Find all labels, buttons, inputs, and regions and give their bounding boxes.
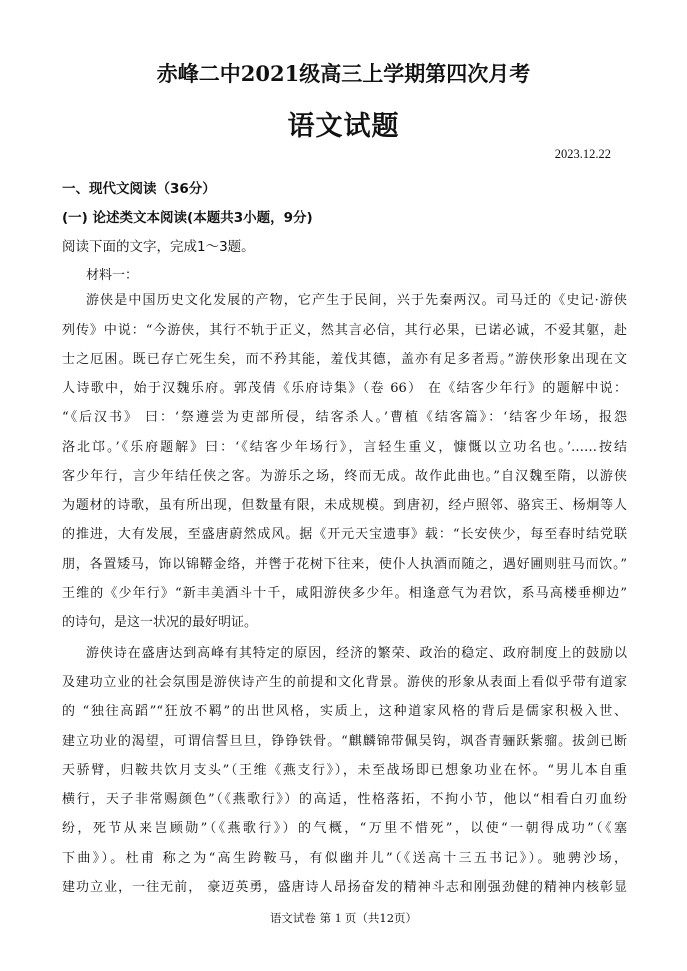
body-line: 建功立业，一往无前， 豪迈英勇，盛唐诗人昂扬奋发的精神斗志和刚强劲健的精神内核彰显 bbox=[62, 880, 627, 895]
instruction-text: 阅读下面的文字，完成1～3题。 bbox=[62, 239, 255, 255]
body-line: 游侠是中国历史文化发展的产物，它产生于民间，兴于先秦两汉。司马迁的《史记·游侠 bbox=[86, 293, 627, 308]
sub-section-heading: (一) 论述类文本阅读(本题共3小题，9分) bbox=[62, 210, 313, 226]
body-line: 及建功立业的社会氛围是游侠诗产生的前提和文化背景。游侠的形象从表面上看似乎带有道家 bbox=[62, 675, 627, 690]
material-label: 材料一： bbox=[86, 268, 139, 283]
body-line: 天骄臂，归鞍共饮月支头”（王维《燕支行》），未至战场即已想象功业在怀。“男儿本自重 bbox=[62, 763, 627, 778]
subject-title: 语文试题 bbox=[287, 111, 400, 142]
body-line: 建立功业的渴望，可谓信誓旦旦，铮铮铁骨。“麒麟锦带佩吴钩，飒沓青骊跃紫骝。拔剑已断 bbox=[62, 734, 627, 749]
footer-page-number: 1 bbox=[334, 910, 342, 925]
body-line: 士之厄困。既已存亡死生矣，而不矜其能，羞伐其德，盖亦有足多者焉。”游侠形象出现在文 bbox=[62, 352, 627, 367]
body-line: 朋，各置矮马，饰以锦鞯金络，并辔于花树下往来，使仆人执酒而随之，遇好圃则驻马而饮。” bbox=[62, 557, 627, 572]
body-line: 横行，天子非常赐颜色”（《燕歌行》）的高适，性格落拓，不拘小节，他以“相看白刃血纷 bbox=[62, 792, 627, 807]
body-line: 的诗句，是这一状况的最好明证。 bbox=[62, 615, 258, 630]
body-line: “《后汉书》 曰：‘祭遵尝为吏部所侵，结客杀人。’曹植《结客篇》：‘结客少年场，报怨 bbox=[62, 410, 627, 425]
footer-prefix: 语文试卷 第 bbox=[269, 911, 332, 925]
body-line: 客少年行，言少年结任侠之客。为游乐之场，终而无成。故作此曲也。”自汉魏至隋，以游侠 bbox=[62, 469, 627, 484]
section-heading: 一、现代文阅读（36分） bbox=[62, 181, 216, 197]
body-line: 的 “独往高蹈”“狂放不羁”的出世风格，实质上，这种道家风格的背后是儒家积极入世、 bbox=[62, 704, 627, 719]
body-line: 人诗歌中，始于汉魏乐府。郭茂倩《乐府诗集》（卷 66） 在《结客少年行》的题解中说： bbox=[62, 381, 627, 396]
footer-suffix: 页（共12页） bbox=[344, 911, 418, 925]
exam-date: 2023.12.22 bbox=[554, 147, 611, 161]
body-line: 列传》中说：“今游侠，其行不轨于正义，然其言必信，其行必果，已诺必诚，不爱其躯，赴 bbox=[62, 323, 627, 338]
page-footer bbox=[0, 910, 687, 926]
body-line: 纷，死节从来岂顾勋”（《燕歌行》）的气概，“万里不惜死”，以使“一朝得成功”（《塞 bbox=[62, 821, 627, 836]
body-line: 的推进，大有发展，至盛唐蔚然成风。据《开元天宝遗事》载：“长安侠少，每至春时结党联 bbox=[62, 527, 627, 542]
body-line: 王维的《少年行》“新丰美酒斗十千，咸阳游侠多少年。相逢意气为君饮，系马高楼垂柳边” bbox=[62, 586, 627, 601]
body-line: 洛北邙。’《乐府题解》曰：‘《结客少年场行》，言轻生重义，慷慨以立功名也。’……按结 bbox=[62, 440, 627, 455]
body-line: 游侠诗在盛唐达到高峰有其特定的原因，经济的繁荣、政治的稳定、政府制度上的鼓励以 bbox=[86, 646, 627, 661]
body-line: 为题材的诗歌，虽有所出现，但数量有限，未成规模。到唐初，经卢照邻、骆宾王、杨炯等人 bbox=[62, 498, 627, 513]
school-title: 赤峰二中2021级高三上学期第四次月考 bbox=[156, 61, 531, 86]
body-line: 下曲》）。杜甫 称之为“高生跨鞍马，有似幽并儿”（《送高十三五书记》）。驰骋沙场， bbox=[62, 851, 627, 866]
